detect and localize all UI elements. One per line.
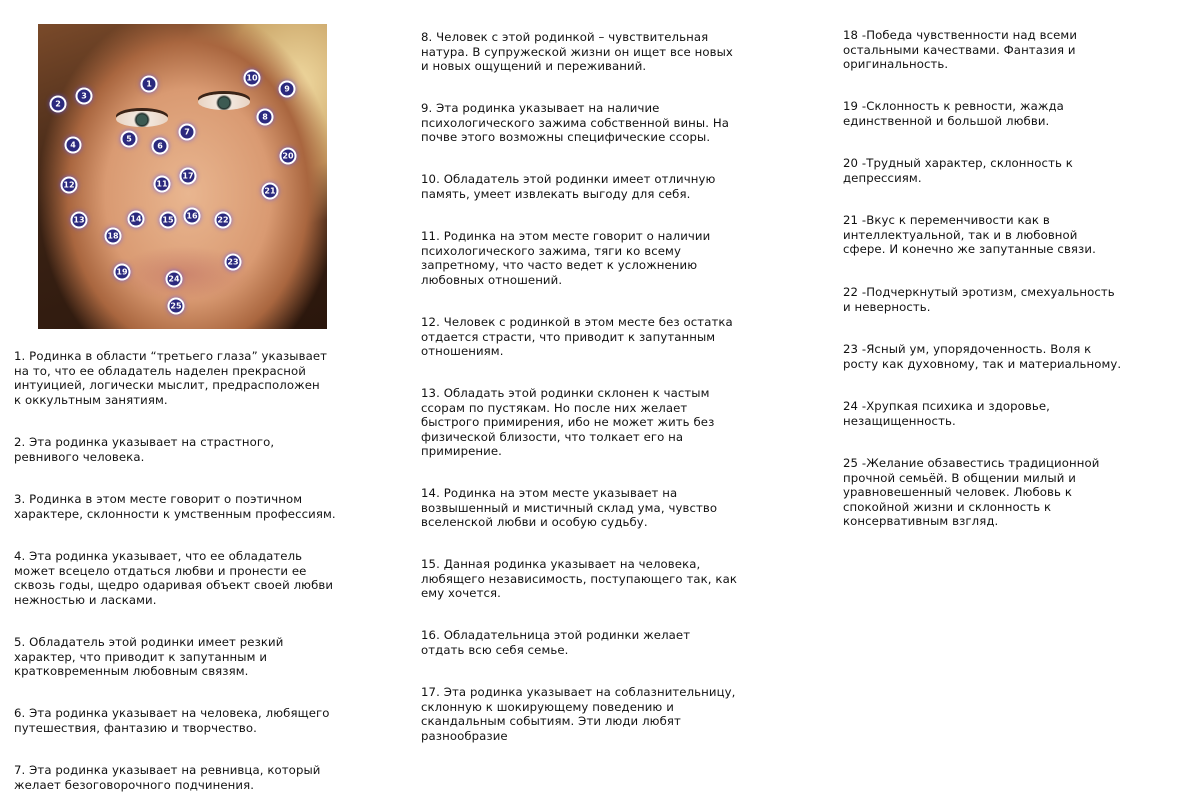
mole-marker: 2 — [50, 96, 67, 113]
mole-description: 12. Человек с родинкой в этом месте без остатка отдается страсти, что приводит к запутанным отношениям. — [421, 315, 733, 358]
mole-marker: 16 — [184, 208, 201, 225]
mole-marker: 11 — [154, 176, 171, 193]
mole-marker: 1 — [141, 76, 158, 93]
mole-marker: 22 — [215, 212, 232, 229]
mole-marker: 23 — [225, 254, 242, 271]
mole-marker: 18 — [105, 228, 122, 245]
mole-description: 2. Эта родинка указывает на страстного, ревнивого человека. — [14, 435, 275, 464]
mole-marker: 15 — [160, 212, 177, 229]
mole-description: 21 -Вкус к переменчивости как в интеллектуальной, так и в любовной сфере. И конечно же запутанные связи. — [843, 213, 1096, 256]
mole-description: 25 -Желание обзавестись традиционной прочной семьёй. В общении милый и уравновешенный человек. Любовь к спокойной жизни и склонность к консервативным взгляд. — [843, 456, 1100, 528]
mole-marker: 21 — [262, 183, 279, 200]
mole-description: 3. Родинка в этом месте говорит о поэтичном характере, склонности к умственным профессиям. — [14, 492, 336, 521]
mole-marker: 12 — [61, 177, 78, 194]
right-eye-shape — [198, 94, 250, 110]
mole-marker: 6 — [152, 138, 169, 155]
mole-description: 11. Родинка на этом месте говорит о наличии психологического зажима, тяги ко всему запретному, что часто ведет к усложнению любовных отношений. — [421, 229, 711, 287]
mole-description: 7. Эта родинка указывает на ревнивца, который желает безоговорочного подчинения. — [14, 763, 321, 792]
face-photo — [38, 24, 327, 329]
mole-description: 17. Эта родинка указывает на соблазнительницу, склонную к шокирующему поведению и скандальным событиям. Эти люди любят разнообразие — [421, 685, 736, 743]
mole-description: 22 -Подчеркнутый эротизм, смехуальность и неверность. — [843, 285, 1115, 314]
mole-marker: 8 — [257, 109, 274, 126]
mole-description: 6. Эта родинка указывает на человека, любящего путешествия, фантазию и творчество. — [14, 706, 330, 735]
mole-description: 15. Данная родинка указывает на человека, любящего независимость, поступающего так, как ему хочется. — [421, 557, 738, 600]
mole-marker: 10 — [244, 70, 261, 87]
left-eye-shape — [116, 111, 168, 127]
mole-description: 24 -Хрупкая психика и здоровье, незащищенность. — [843, 399, 1050, 428]
mole-description: 8. Человек с этой родинкой – чувствительная натура. В супружеской жизни он ищет все новых и новых ощущений и переживаний. — [421, 30, 733, 73]
mole-description: 13. Обладать этой родинки склонен к частым ссорам по пустякам. Но после них желает быстрого примирения, ибо не может жить без физической близости, что толкает его на примирение. — [421, 386, 715, 458]
mole-marker: 20 — [280, 148, 297, 165]
mole-marker: 5 — [121, 131, 138, 148]
mole-marker: 3 — [76, 88, 93, 105]
mole-description: 16. Обладательница этой родинки желает отдать всю себя семье. — [421, 628, 691, 657]
mole-description: 23 -Ясный ум, упорядоченность. Воля к росту как духовному, так и материальному. — [843, 342, 1122, 371]
mole-description: 5. Обладатель этой родинки имеет резкий характер, что приводит к запутанным и кратковременным любовным связям. — [14, 635, 284, 678]
mole-description: 14. Родинка на этом месте указывает на возвышенный и мистичный склад ума, чувство вселенской любви и особую судьбу. — [421, 486, 718, 529]
mole-description: 9. Эта родинка указывает на наличие психологического зажима собственной вины. На почве этого возможны специфические ссоры. — [421, 101, 729, 144]
mole-marker: 19 — [114, 264, 131, 281]
mole-marker: 13 — [71, 212, 88, 229]
mole-description: 18 -Победа чувственности над всеми остальными качествами. Фантазия и оригинальность. — [843, 28, 1078, 71]
mole-description: 10. Обладатель этой родинки имеет отличную память, умеет извлекать выгоду для себя. — [421, 172, 716, 201]
mole-description: 4. Эта родинка указывает, что ее обладатель может всецело отдаться любви и пронести ее сквозь годы, щедро одаривая объект своей любви нежностью и ласками. — [14, 549, 334, 607]
mole-description: 1. Родинка в области “третьего глаза” указывает на то, что ее обладатель наделен прекрасной интуицией, логически мыслит, предрасположен к оккультным занятиям. — [14, 349, 328, 407]
mole-marker: 24 — [166, 271, 183, 288]
mole-marker: 17 — [180, 168, 197, 185]
mole-marker: 4 — [65, 137, 82, 154]
mole-marker: 25 — [168, 298, 185, 315]
mole-description: 19 -Склонность к ревности, жажда единственной и большой любви. — [843, 99, 1064, 128]
mole-marker: 14 — [128, 211, 145, 228]
mole-marker: 9 — [279, 81, 296, 98]
mole-marker: 7 — [179, 124, 196, 141]
mole-description: 20 -Трудный характер, склонность к депрессиям. — [843, 156, 1073, 185]
